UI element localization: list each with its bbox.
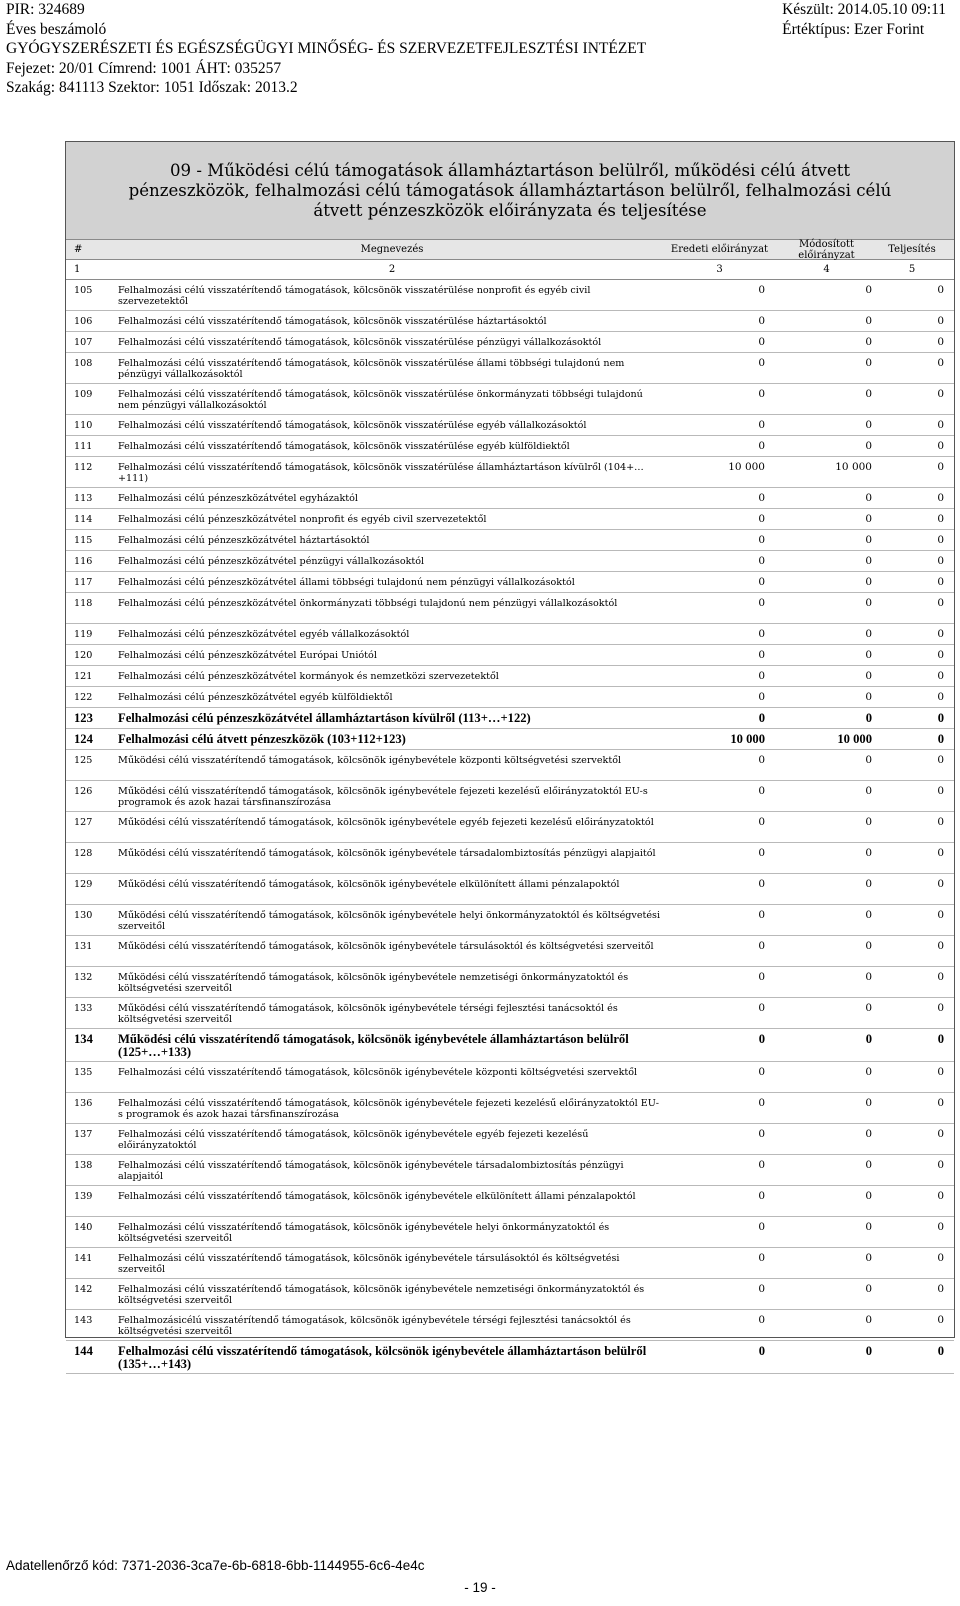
table-row	[66, 1093, 954, 1124]
table-row	[66, 509, 954, 530]
row-modified-value: 0	[865, 597, 872, 609]
row-modified-value: 10 000	[835, 461, 872, 473]
header-report-type: Éves beszámoló	[6, 20, 107, 38]
header-institution: GYÓGYSZERÉSZETI ÉS EGÉSZSÉGÜGYI MINŐSÉG- ÉS SZERVEZETFEJLESZTÉSI INTÉZET	[6, 40, 647, 57]
table-row	[66, 750, 954, 781]
table-row	[66, 1062, 954, 1093]
row-modified-value: 0	[865, 711, 872, 725]
row-name: Felhalmozási célú visszatérítendő támogatások, kölcsönök igénybevétele fejezeti kezelésű előirányzatoktól EU-s programok és azok hazai társfinanszírozása	[118, 1098, 659, 1120]
row-number: 143	[74, 1315, 93, 1326]
row-name: Felhalmozási célú visszatérítendő támogatások, kölcsönök visszatérülése állami többségi tulajdonú nem pénzügyi vállalkozásoktól	[118, 358, 625, 380]
row-performance-value: 0	[937, 1283, 944, 1295]
row-original-value: 0	[758, 388, 765, 400]
row-name: Felhalmozási célú pénzeszközátvétel egyházaktól	[118, 493, 358, 504]
report-table	[65, 141, 955, 1371]
row-original-value: 0	[758, 597, 765, 609]
row-name: Működési célú visszatérítendő támogatások, kölcsönök igénybevétele államháztartáson belülről (125+…+133)	[118, 1032, 629, 1059]
row-modified-value: 0	[865, 691, 872, 703]
row-performance-value: 0	[937, 847, 944, 859]
row-name: Felhalmozási célú visszatérítendő támogatások, kölcsönök visszatérülése nonprofit és egyéb civil szervezetektől	[118, 285, 591, 307]
row-modified-value: 0	[865, 1283, 872, 1295]
row-performance-value: 0	[937, 754, 944, 766]
row-modified-value: 10 000	[837, 732, 872, 746]
row-original-value: 0	[758, 909, 765, 921]
row-performance-value: 0	[937, 357, 944, 369]
table-row	[66, 874, 954, 905]
row-name: Felhalmozási célú visszatérítendő támogatások, kölcsönök visszatérülése egyéb vállalkozásoktól	[118, 420, 587, 431]
row-modified-value: 0	[865, 336, 872, 348]
row-modified-value: 0	[865, 1221, 872, 1233]
table-row	[66, 311, 954, 332]
document-header-right	[782, 0, 946, 39]
row-name: Felhalmozási célú visszatérítendő támogatások, kölcsönök visszatérülése önkormányzati többségi tulajdonú nem pénzügyi vállalkozásoktól	[118, 389, 643, 411]
row-modified-value: 0	[865, 1314, 872, 1326]
row-number: 105	[74, 285, 93, 296]
column-header-name: Megnevezés	[360, 244, 424, 255]
table-row	[66, 530, 954, 551]
row-modified-value: 0	[865, 1344, 872, 1358]
table-row	[66, 280, 954, 311]
row-performance-value: 0	[937, 419, 944, 431]
table-row	[66, 415, 954, 436]
row-performance-value: 0	[937, 1002, 944, 1014]
row-number: 116	[74, 556, 93, 567]
row-modified-value: 0	[865, 1252, 872, 1264]
table-row	[66, 998, 954, 1029]
row-original-value: 0	[758, 628, 765, 640]
row-name: Felhalmozási célú visszatérítendő támogatások, kölcsönök visszatérülése államháztartáson kívülről (104+…+111)	[118, 462, 644, 484]
row-modified-value: 0	[865, 1097, 872, 1109]
table-row	[66, 781, 954, 812]
row-modified-value: 0	[865, 1002, 872, 1014]
table-row	[66, 936, 954, 967]
row-modified-value: 0	[865, 754, 872, 766]
row-number: 131	[74, 941, 93, 952]
row-name: Működési célú visszatérítendő támogatások, kölcsönök igénybevétele társulásoktól és költségvetési szerveitől	[118, 941, 654, 952]
table-row	[66, 1124, 954, 1155]
row-number: 128	[74, 848, 93, 859]
row-number: 127	[74, 817, 93, 828]
row-number: 123	[74, 711, 93, 725]
table-row	[66, 1155, 954, 1186]
row-number: 118	[74, 598, 93, 609]
row-number: 121	[74, 671, 93, 682]
row-name: Működési célú visszatérítendő támogatások, kölcsönök igénybevétele egyéb fejezeti kezelésű előirányzatoktól	[118, 817, 654, 828]
row-name: Felhalmozási célú átvett pénzeszközök (103+112+123)	[118, 732, 406, 746]
row-original-value: 0	[758, 1314, 765, 1326]
row-name: Felhalmozási célú pénzeszközátvétel háztartásoktól	[118, 535, 370, 546]
table-row	[66, 436, 954, 457]
row-modified-value: 0	[865, 388, 872, 400]
row-modified-value: 0	[865, 940, 872, 952]
row-name: Működési célú visszatérítendő támogatások, kölcsönök igénybevétele fejezeti kezelésű előirányzatoktól EU-s programok és azok hazai társfinanszírozása	[118, 786, 648, 808]
row-original-value: 0	[758, 284, 765, 296]
row-performance-value: 0	[937, 284, 944, 296]
row-performance-value: 0	[937, 971, 944, 983]
row-modified-value: 0	[865, 440, 872, 452]
table-row	[66, 551, 954, 572]
row-name: Felhalmozási célú visszatérítendő támogatások, kölcsönök igénybevétele központi költségvetési szervektől	[118, 1067, 638, 1078]
row-modified-value: 0	[865, 785, 872, 797]
table-row	[66, 593, 954, 624]
row-name: Felhalmozási célú pénzeszközátvétel pénzügyi vállalkozásoktól	[118, 556, 425, 567]
row-name: Felhalmozási célú visszatérítendő támogatások, kölcsönök igénybevétele helyi önkormányzatoktól és költségvetési szerveitől	[118, 1222, 610, 1244]
row-number: 122	[74, 692, 93, 703]
table-row	[66, 687, 954, 708]
row-performance-value: 0	[937, 670, 944, 682]
column-header-original: Eredeti előirányzat	[670, 244, 769, 255]
row-performance-value: 0	[937, 555, 944, 567]
header-created: Készült: 2014.05.10 09:11	[782, 1, 946, 18]
row-modified-value: 0	[865, 576, 872, 588]
row-number: 111	[74, 441, 93, 452]
row-modified-value: 0	[865, 878, 872, 890]
row-original-value: 0	[758, 1128, 765, 1140]
row-name: Felhalmozási célú pénzeszközátvétel állami többségi tulajdonú nem pénzügyi vállalkozásoktól	[118, 577, 575, 588]
row-number: 137	[74, 1129, 93, 1140]
table-title-line: 09 - Működési célú támogatások államháztartáson belülről, működési célú átvett	[169, 160, 851, 180]
row-original-value: 0	[758, 419, 765, 431]
row-modified-value: 0	[865, 534, 872, 546]
row-performance-value: 0	[937, 597, 944, 609]
validation-code: Adatellenőrző kód: 7371-2036-3ca7e-6b-6818-6bb-1144955-6c6-4e4c	[6, 1558, 425, 1573]
row-name: Felhalmozási célú visszatérítendő támogatások, kölcsönök igénybevétele elkülönített állami pénzalapoktól	[118, 1191, 636, 1202]
table-row	[66, 967, 954, 998]
row-performance-value: 0	[937, 940, 944, 952]
table-title-line: átvett pénzeszközök előirányzata és teljesítése	[313, 200, 707, 220]
row-name: Működési célú visszatérítendő támogatások, kölcsönök igénybevétele helyi önkormányzatoktól és költségvetési szerveitől	[118, 910, 661, 932]
table-row	[66, 729, 954, 750]
row-name: Felhalmozási célú pénzeszközátvétel egyéb vállalkozásoktól	[118, 629, 410, 640]
row-performance-value: 0	[937, 576, 944, 588]
row-performance-value: 0	[937, 1252, 944, 1264]
row-performance-value: 0	[937, 1159, 944, 1171]
row-original-value: 0	[758, 785, 765, 797]
row-name: Felhalmozási célú visszatérítendő támogatások, kölcsönök igénybevétele társadalombiztosítás pénzügyi alapjaitól	[118, 1160, 624, 1182]
table-row	[66, 488, 954, 509]
row-name: Felhalmozásicélú visszatérítendő támogatások, kölcsönök igénybevétele térségi fejlesztési tanácsoktól és költségvetési szerveitől	[118, 1315, 631, 1337]
row-name: Felhalmozási célú visszatérítendő támogatások, kölcsönök visszatérülése pénzügyi vállalkozásoktól	[118, 337, 602, 348]
row-modified-value: 0	[865, 419, 872, 431]
row-performance-value: 0	[937, 388, 944, 400]
row-original-value: 0	[758, 691, 765, 703]
row-original-value: 0	[758, 670, 765, 682]
row-modified-value: 0	[865, 492, 872, 504]
row-number: 141	[74, 1253, 93, 1264]
table-title-line: pénzeszközök, felhalmozási célú támogatások államháztartáson belülről, felhalmozási célú	[128, 180, 892, 200]
row-performance-value: 0	[937, 1032, 944, 1046]
row-performance-value: 0	[937, 440, 944, 452]
table-row	[66, 645, 954, 666]
table-row	[66, 624, 954, 645]
table-row	[66, 353, 954, 384]
header-sector: Szakág: 841113 Szektor: 1051 Időszak: 2013.2	[6, 79, 298, 96]
row-original-value: 0	[758, 816, 765, 828]
row-original-value: 10 000	[728, 461, 765, 473]
table-row	[66, 666, 954, 687]
table-row	[66, 1341, 954, 1374]
row-name: Felhalmozási célú pénzeszközátvétel Európai Uniótól	[118, 650, 377, 661]
row-original-value: 0	[758, 971, 765, 983]
row-original-value: 0	[758, 336, 765, 348]
table-row	[66, 843, 954, 874]
column-number: 1	[74, 264, 81, 275]
table-body	[66, 280, 954, 1374]
table-row	[66, 457, 954, 488]
row-original-value: 0	[758, 878, 765, 890]
row-original-value: 10 000	[730, 732, 765, 746]
row-number: 136	[74, 1098, 93, 1109]
row-number: 115	[74, 535, 93, 546]
row-number: 107	[74, 337, 93, 348]
row-number: 132	[74, 972, 93, 983]
table-row	[66, 1279, 954, 1310]
row-name: Felhalmozási célú visszatérítendő támogatások, kölcsönök visszatérülése egyéb külföldiektől	[118, 441, 570, 452]
row-performance-value: 0	[937, 1221, 944, 1233]
row-original-value: 0	[758, 711, 765, 725]
row-name: Felhalmozási célú pénzeszközátvétel kormányok és nemzetközi szervezetektől	[118, 671, 499, 682]
row-original-value: 0	[758, 440, 765, 452]
row-name: Felhalmozási célú visszatérítendő támogatások, kölcsönök igénybevétele társulásoktól és költségvetési szerveitől	[118, 1253, 620, 1275]
row-number: 126	[74, 786, 93, 797]
row-modified-value: 0	[865, 555, 872, 567]
column-number: 2	[388, 264, 396, 275]
row-number: 117	[74, 577, 93, 588]
row-modified-value: 0	[865, 1066, 872, 1078]
row-performance-value: 0	[937, 1128, 944, 1140]
row-performance-value: 0	[937, 732, 944, 746]
row-original-value: 0	[758, 1159, 765, 1171]
header-chapter: Fejezet: 20/01 Címrend: 1001 ÁHT: 035257	[6, 59, 282, 77]
row-original-value: 0	[758, 534, 765, 546]
row-modified-value: 0	[865, 909, 872, 921]
table-row	[66, 332, 954, 353]
row-performance-value: 0	[937, 1190, 944, 1202]
row-original-value: 0	[758, 847, 765, 859]
row-original-value: 0	[758, 1002, 765, 1014]
row-original-value: 0	[758, 357, 765, 369]
row-name: Felhalmozási célú visszatérítendő támogatások, kölcsönök visszatérülése háztartásoktól	[118, 316, 547, 327]
row-original-value: 0	[758, 754, 765, 766]
row-name: Felhalmozási célú pénzeszközátvétel államháztartáson kívülről (113+…+122)	[118, 711, 531, 725]
row-original-value: 0	[758, 315, 765, 327]
row-number: 124	[74, 732, 93, 746]
row-performance-value: 0	[937, 878, 944, 890]
row-name: Működési célú visszatérítendő támogatások, kölcsönök igénybevétele nemzetiségi önkormányzatoktól és költségvetési szerveitől	[118, 972, 629, 994]
row-name: Működési célú visszatérítendő támogatások, kölcsönök igénybevétele központi költségvetési szervektől	[118, 755, 622, 766]
row-performance-value: 0	[937, 1344, 944, 1358]
row-original-value: 0	[758, 1097, 765, 1109]
table-row	[66, 1248, 954, 1279]
row-number: 134	[74, 1032, 93, 1046]
row-number: 138	[74, 1160, 93, 1171]
row-number: 112	[74, 462, 93, 473]
row-name: Működési célú visszatérítendő támogatások, kölcsönök igénybevétele elkülönített állami pénzalapoktól	[118, 879, 620, 890]
row-performance-value: 0	[937, 1097, 944, 1109]
row-original-value: 0	[758, 1283, 765, 1295]
row-original-value: 0	[758, 1221, 765, 1233]
row-performance-value: 0	[937, 336, 944, 348]
table-row	[66, 1217, 954, 1248]
table-row	[66, 812, 954, 843]
row-original-value: 0	[758, 1190, 765, 1202]
row-performance-value: 0	[937, 816, 944, 828]
row-number: 133	[74, 1003, 93, 1014]
row-original-value: 0	[758, 555, 765, 567]
row-performance-value: 0	[937, 534, 944, 546]
row-name: Felhalmozási célú pénzeszközátvétel önkormányzati többségi tulajdonú nem pénzügyi vállalkozásoktól	[118, 598, 618, 609]
row-modified-value: 0	[865, 1159, 872, 1171]
row-number: 139	[74, 1191, 93, 1202]
row-name: Felhalmozási célú visszatérítendő támogatások, kölcsönök igénybevétele egyéb fejezeti kezelésű előirányzatoktól	[118, 1129, 589, 1151]
row-number: 135	[74, 1067, 93, 1078]
row-number: 125	[74, 755, 93, 766]
row-performance-value: 0	[937, 711, 944, 725]
row-original-value: 0	[758, 1032, 765, 1046]
page-number: - 19 -	[464, 1580, 496, 1595]
row-original-value: 0	[758, 940, 765, 952]
row-performance-value: 0	[937, 649, 944, 661]
row-name: Felhalmozási célú pénzeszközátvétel nonprofit és egyéb civil szervezetektől	[118, 514, 487, 525]
row-performance-value: 0	[937, 1314, 944, 1326]
row-modified-value: 0	[865, 315, 872, 327]
table-row	[66, 905, 954, 936]
row-number: 106	[74, 316, 93, 327]
row-original-value: 0	[758, 649, 765, 661]
row-performance-value: 0	[937, 785, 944, 797]
row-number: 120	[74, 650, 93, 661]
column-header-modified: Módosított előirányzat	[798, 238, 855, 261]
row-original-value: 0	[758, 1066, 765, 1078]
row-number: 144	[74, 1344, 93, 1358]
row-number: 113	[74, 493, 93, 504]
table-title	[66, 142, 954, 239]
row-number: 114	[74, 514, 93, 525]
table-row	[66, 1029, 954, 1062]
row-performance-value: 0	[937, 315, 944, 327]
row-original-value: 0	[758, 1252, 765, 1264]
row-number: 119	[74, 629, 93, 640]
row-number: 129	[74, 879, 93, 890]
row-performance-value: 0	[937, 492, 944, 504]
row-number: 109	[74, 389, 93, 400]
row-number: 108	[74, 358, 93, 369]
column-header-performance: Teljesítés	[888, 244, 936, 255]
row-performance-value: 0	[937, 691, 944, 703]
row-modified-value: 0	[865, 284, 872, 296]
column-number: 5	[908, 264, 916, 275]
row-number: 142	[74, 1284, 93, 1295]
row-performance-value: 0	[937, 909, 944, 921]
row-performance-value: 0	[937, 1066, 944, 1078]
row-performance-value: 0	[937, 513, 944, 525]
table-row	[66, 1186, 954, 1217]
column-number: 3	[716, 264, 723, 275]
column-number: 4	[823, 264, 830, 275]
row-modified-value: 0	[865, 971, 872, 983]
document-header-left	[6, 0, 646, 98]
row-modified-value: 0	[865, 1032, 872, 1046]
row-original-value: 0	[758, 576, 765, 588]
row-name: Felhalmozási célú visszatérítendő támogatások, kölcsönök igénybevétele államháztartáson belülről (135+…+143)	[118, 1344, 647, 1371]
row-modified-value: 0	[865, 513, 872, 525]
row-modified-value: 0	[865, 1190, 872, 1202]
table-row	[66, 572, 954, 593]
row-name: Felhalmozási célú pénzeszközátvétel egyéb külföldiektől	[118, 692, 393, 703]
row-modified-value: 0	[865, 670, 872, 682]
row-number: 130	[74, 910, 93, 921]
table-row	[66, 384, 954, 415]
column-header-number: #	[74, 244, 83, 255]
row-modified-value: 0	[865, 628, 872, 640]
row-modified-value: 0	[865, 816, 872, 828]
row-name: Működési célú visszatérítendő támogatások, kölcsönök igénybevétele térségi fejlesztési tanácsoktól és költségvetési szerveitől	[118, 1003, 618, 1025]
row-performance-value: 0	[937, 461, 944, 473]
row-number: 110	[74, 420, 93, 431]
row-modified-value: 0	[865, 649, 872, 661]
table-row	[66, 1310, 954, 1341]
table-row	[66, 708, 954, 729]
row-modified-value: 0	[865, 1128, 872, 1140]
row-name: Működési célú visszatérítendő támogatások, kölcsönök igénybevétele társadalombiztosítás pénzügyi alapjaitól	[118, 848, 656, 859]
row-original-value: 0	[758, 513, 765, 525]
table-column-numbers	[66, 260, 954, 280]
row-original-value: 0	[758, 492, 765, 504]
row-performance-value: 0	[937, 628, 944, 640]
table-column-headers	[66, 239, 954, 260]
header-pir: PIR: 324689	[6, 1, 85, 18]
row-modified-value: 0	[865, 357, 872, 369]
row-number: 140	[74, 1222, 93, 1233]
header-value-type: Értéktípus: Ezer Forint	[782, 20, 925, 38]
row-name: Felhalmozási célú visszatérítendő támogatások, kölcsönök igénybevétele nemzetiségi önkormányzatoktól és költségvetési szerveitől	[118, 1284, 645, 1306]
row-modified-value: 0	[865, 847, 872, 859]
row-original-value: 0	[758, 1344, 765, 1358]
